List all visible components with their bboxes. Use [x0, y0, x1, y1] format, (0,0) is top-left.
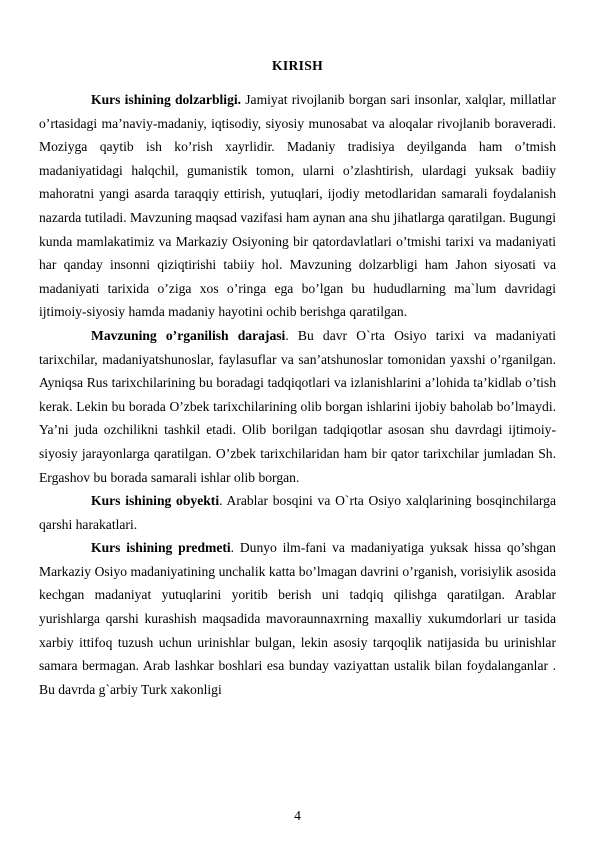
paragraph-heading: Kurs ishining dolzarbligi.: [91, 92, 242, 107]
paragraph-heading: Kurs ishining obyekti: [91, 493, 220, 509]
paragraph-text: . Arablar bosqini va O`rta Osiyo xalqlarining bosqinchilarga qarshi harakatlari.: [39, 493, 556, 532]
page-number: 4: [294, 808, 301, 823]
paragraph-study-level: [39, 324, 556, 489]
paragraph-object: [39, 489, 556, 536]
paragraph-relevance: [39, 88, 556, 324]
document-body: [39, 88, 556, 701]
paragraph-heading: Kurs ishining predmeti: [91, 540, 231, 556]
paragraph-heading: Mavzuning o’rganilish darajasi: [91, 327, 286, 343]
paragraph-subject: [39, 536, 556, 701]
page-title: KIRISH: [272, 58, 323, 73]
paragraph-text: Jamiyat rivojlanib borgan sari insonlar, xalqlar, millatlar o’rtasidagi ma’naviy-madaniy, iqtisodiy, siyosiy munosabat va aloqalar rivojlanib boraveradi. Moziyga qaytib ish ko’rish xayrlidir. Madaniy tradisiya deyilganda ham o’tmish madaniyatidagi halqchil, gumanistik tomon, ularni o’zlashtirish, ulardagi yuksak badiiy mahoratni yangi asarda taraqqiy ettirish, yutuqlari, ijodiy metodlaridan samarali foydalanish nazarda tutiladi. Mavzuning maqsad vazifasi ham aynan ana shu jihatlarga qaratilgan. Bugungi kunda mamlakatimiz va Markaziy Osiyoning bir qatordavlatlari o’tmishi tarixi va madaniyati har qanday insonni qiziqtirishi tabiiy hol. Mavzuning dolzarbligi ham Jahon siyosati va madaniyati tarixida o’ziga xos o’ringa ega bo’lgan bu hududlarning ma`lum davridagi ijtimoiy-siyosiy hamda madaniy hayotini ochib berishga qaratilgan.: [39, 92, 556, 320]
paragraph-text: . Bu davr O`rta Osiyo tarixi va madaniyati tarixchilar, madaniyatshunoslar, faylasuflar va san’atshunoslar tomonidan yaxshi o’rganilgan. Ayniqsa Rus tarixchilarining bu boradagi tadqiqotlari va izlanishlarini a’lohida ta’kidlab o’tish kerak. Lekin bu borada O’zbek tarixchilarining olib borgan ishlarini ijobiy baholab bo’lmaydi. Ya’ni juda ozchilikni tashkil etadi. Olib borilgan tadqiqotlar asosan shu davrdagi ijtimoiy-siyosiy jarayonlarga qaratilgan. O’zbek tarixchilaridan ham bir qator tarixchilar jumladan Sh. Ergashov bu borada samarali ishlar olib borgan.: [39, 327, 557, 485]
paragraph-text: . Dunyo ilm-fani va madaniyatiga yuksak hissa qo’shgan Markaziy Osiyo madaniyatining unchalik katta bo’lmagan davrini o’rganish, vorisiylik asosida kechgan madaniyat yutuqlarini yoritib berish uni tadqiq qilishga qaratilgan. Arablar yurishlarga qarshi kurashish maqsadida mavoraunnaxrning maxalliy xukumdorlari ur tasida xarbiy ittifoq tuzush uchun urinishlar bulgan, lekin asosiy tarqoqlik natijasida bu urinishlar samara bermagan. Arab lashkar boshlari esa bunday vaziyattan ustalik bilan foydalanganlar . Bu davrda g`arbiy Turk xakonligi: [39, 540, 556, 697]
